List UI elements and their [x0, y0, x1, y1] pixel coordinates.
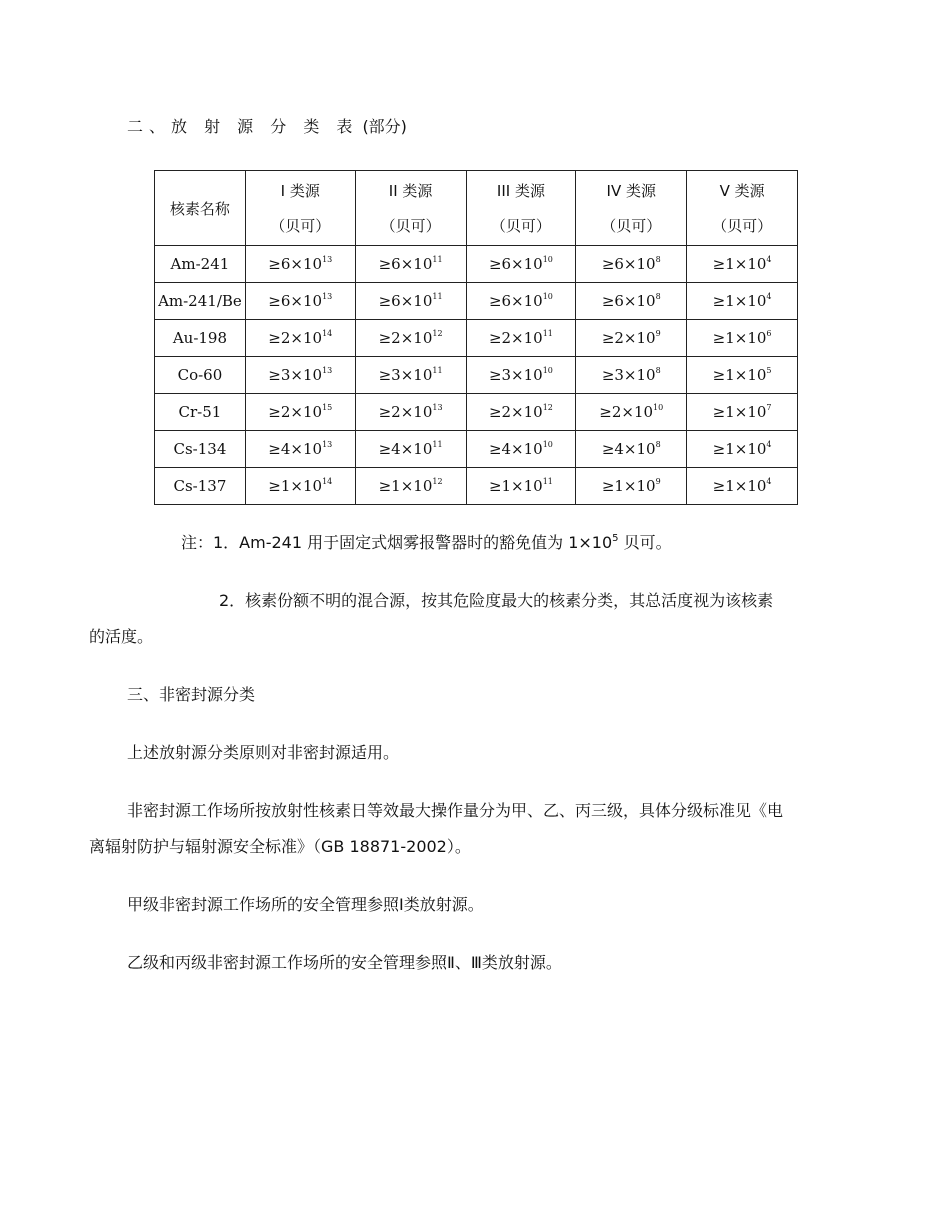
paragraph-2-line-1: 非密封源工作场所按放射性核素日等效最大操作量分为甲、乙、丙三级，具体分级标准见《电: [127, 801, 784, 820]
activity-exponent: 4: [766, 477, 772, 486]
activity-threshold-cell: [576, 320, 687, 357]
activity-base: ≥6×10: [488, 255, 543, 273]
activity-threshold-cell: [466, 283, 576, 320]
activity-exponent: 12: [432, 477, 443, 486]
activity-exponent: 7: [766, 403, 772, 412]
note-1-suffix: 贝可。: [618, 533, 672, 552]
activity-exponent: 5: [766, 366, 772, 375]
header-unit-label: （贝可）: [601, 217, 662, 235]
activity-exponent: 10: [542, 440, 553, 449]
activity-base: ≥1×10: [712, 292, 767, 310]
paragraph-3: 甲级非密封源工作场所的安全管理参照Ⅰ类放射源。: [127, 895, 484, 914]
activity-exponent: 9: [655, 477, 661, 486]
activity-threshold-cell: [687, 357, 798, 394]
activity-threshold-cell: [245, 394, 355, 431]
activity-exponent: 11: [432, 292, 443, 301]
header-unit-label: （贝可）: [490, 217, 551, 235]
activity-base: ≥3×10: [268, 366, 323, 384]
nuclide-name-cell: Co-60: [155, 357, 246, 394]
activity-base: ≥1×10: [488, 477, 543, 495]
activity-exponent: 4: [766, 292, 772, 301]
activity-threshold-cell: [245, 468, 355, 505]
section-3-heading: 三、非密封源分类: [127, 685, 256, 704]
paragraph-1: 上述放射源分类原则对非密封源适用。: [127, 743, 400, 762]
activity-base: ≥1×10: [712, 329, 767, 347]
activity-base: ≥2×10: [488, 403, 543, 421]
activity-base: ≥3×10: [601, 366, 656, 384]
activity-base: ≥1×10: [378, 477, 433, 495]
activity-exponent: 10: [542, 255, 553, 264]
activity-exponent: 13: [322, 255, 333, 264]
nuclide-name-cell: Au-198: [155, 320, 246, 357]
activity-base: ≥4×10: [488, 440, 543, 458]
activity-exponent: 12: [542, 403, 553, 412]
activity-threshold-cell: [687, 246, 798, 283]
note-1-exponent: 5: [612, 533, 619, 544]
activity-base: ≥6×10: [601, 292, 656, 310]
activity-exponent: 12: [432, 329, 443, 338]
activity-base: ≥1×10: [712, 477, 767, 495]
activity-exponent: 10: [542, 366, 553, 375]
note-2-line-1: 2．核素份额不明的混合源，按其危险度最大的核素分类，其总活度视为该核素: [219, 591, 774, 610]
header-class: [576, 171, 687, 246]
header-class-label: III 类源: [496, 182, 545, 200]
activity-exponent: 14: [322, 477, 333, 486]
activity-base: ≥4×10: [268, 440, 323, 458]
activity-base: ≥3×10: [488, 366, 543, 384]
activity-base: ≥2×10: [488, 329, 543, 347]
activity-exponent: 15: [322, 403, 333, 412]
activity-threshold-cell: [576, 468, 687, 505]
activity-exponent: 13: [322, 366, 333, 375]
activity-base: ≥1×10: [712, 255, 767, 273]
activity-threshold-cell: [245, 283, 355, 320]
note-2-line-2: 的活度。: [89, 627, 154, 646]
nuclide-name-cell: Cr-51: [155, 394, 246, 431]
nuclide-name-cell: Cs-134: [155, 431, 246, 468]
source-classification-table: [154, 170, 798, 505]
table-row: [155, 431, 798, 468]
activity-base: ≥2×10: [268, 403, 323, 421]
activity-threshold-cell: [355, 431, 466, 468]
activity-threshold-cell: [355, 283, 466, 320]
header-class-label: II 类源: [388, 182, 433, 200]
activity-exponent: 13: [432, 403, 443, 412]
activity-base: ≥6×10: [268, 255, 323, 273]
header-unit-label: （贝可）: [712, 217, 773, 235]
activity-threshold-cell: [576, 394, 687, 431]
activity-threshold-cell: [576, 283, 687, 320]
activity-threshold-cell: [576, 431, 687, 468]
activity-base: ≥6×10: [601, 255, 656, 273]
header-unit-label: （贝可）: [380, 217, 441, 235]
activity-threshold-cell: [687, 283, 798, 320]
header-class-label: IV 类源: [606, 182, 656, 200]
activity-base: ≥2×10: [378, 329, 433, 347]
table-header-row: [155, 171, 798, 246]
activity-exponent: 14: [322, 329, 333, 338]
activity-base: ≥3×10: [378, 366, 433, 384]
activity-threshold-cell: [687, 394, 798, 431]
table-row: [155, 283, 798, 320]
activity-exponent: 4: [766, 255, 772, 264]
activity-base: ≥2×10: [601, 329, 656, 347]
activity-base: ≥6×10: [378, 292, 433, 310]
activity-threshold-cell: [576, 246, 687, 283]
paragraph-2-line-2: 离辐射防护与辐射源安全标准》（GB 18871-2002）。: [89, 837, 471, 856]
activity-base: ≥4×10: [601, 440, 656, 458]
activity-threshold-cell: [355, 357, 466, 394]
note-1-text: 注：1．Am-241 用于固定式烟雾报警器时的豁免值为 1×10: [181, 533, 613, 552]
section-2-heading: [127, 114, 407, 137]
activity-base: ≥6×10: [378, 255, 433, 273]
activity-base: ≥1×10: [712, 366, 767, 384]
activity-threshold-cell: [245, 320, 355, 357]
table-row: [155, 468, 798, 505]
activity-exponent: 13: [322, 440, 333, 449]
activity-threshold-cell: [687, 468, 798, 505]
activity-exponent: 10: [653, 403, 664, 412]
section-2-title: 二、放 射 源 分 类 表: [127, 117, 359, 136]
activity-exponent: 8: [655, 292, 661, 301]
activity-exponent: 13: [322, 292, 333, 301]
activity-exponent: 11: [432, 366, 443, 375]
activity-threshold-cell: [355, 394, 466, 431]
note-1: [181, 530, 672, 553]
activity-threshold-cell: [687, 431, 798, 468]
header-class-label: V 类源: [719, 182, 765, 200]
table-row: [155, 320, 798, 357]
nuclide-name-cell: Cs-137: [155, 468, 246, 505]
nuclide-name-cell: Am-241: [155, 246, 246, 283]
activity-base: ≥6×10: [268, 292, 323, 310]
activity-threshold-cell: [466, 431, 576, 468]
header-nuclide-name: 核素名称: [155, 171, 246, 246]
activity-base: ≥2×10: [268, 329, 323, 347]
activity-exponent: 10: [542, 292, 553, 301]
activity-threshold-cell: [355, 320, 466, 357]
activity-exponent: 11: [432, 255, 443, 264]
header-class: [466, 171, 576, 246]
activity-threshold-cell: [466, 246, 576, 283]
activity-threshold-cell: [466, 320, 576, 357]
activity-base: ≥2×10: [378, 403, 433, 421]
activity-exponent: 11: [542, 477, 553, 486]
section-2-subtitle: (部分): [362, 117, 407, 136]
header-unit-label: （贝可）: [270, 217, 331, 235]
activity-exponent: 9: [655, 329, 661, 338]
activity-exponent: 11: [432, 440, 443, 449]
activity-threshold-cell: [355, 468, 466, 505]
activity-exponent: 8: [655, 366, 661, 375]
header-class: [245, 171, 355, 246]
activity-threshold-cell: [466, 357, 576, 394]
table-row: [155, 246, 798, 283]
activity-base: ≥1×10: [712, 440, 767, 458]
activity-threshold-cell: [687, 320, 798, 357]
table-row: [155, 357, 798, 394]
activity-exponent: 4: [766, 440, 772, 449]
activity-exponent: 8: [655, 255, 661, 264]
activity-threshold-cell: [466, 468, 576, 505]
activity-base: ≥2×10: [599, 403, 654, 421]
activity-base: ≥1×10: [712, 403, 767, 421]
nuclide-name-cell: Am-241/Be: [155, 283, 246, 320]
activity-exponent: 6: [766, 329, 772, 338]
activity-base: ≥1×10: [268, 477, 323, 495]
activity-threshold-cell: [466, 394, 576, 431]
activity-exponent: 8: [655, 440, 661, 449]
activity-threshold-cell: [245, 246, 355, 283]
activity-base: ≥6×10: [488, 292, 543, 310]
header-class-label: I 类源: [280, 182, 320, 200]
activity-threshold-cell: [245, 431, 355, 468]
activity-threshold-cell: [245, 357, 355, 394]
activity-base: ≥4×10: [378, 440, 433, 458]
header-class: [687, 171, 798, 246]
activity-exponent: 11: [542, 329, 553, 338]
header-class: [355, 171, 466, 246]
activity-base: ≥1×10: [601, 477, 656, 495]
paragraph-4: 乙级和丙级非密封源工作场所的安全管理参照Ⅱ、Ⅲ类放射源。: [127, 953, 562, 972]
activity-threshold-cell: [576, 357, 687, 394]
activity-threshold-cell: [355, 246, 466, 283]
table-row: [155, 394, 798, 431]
